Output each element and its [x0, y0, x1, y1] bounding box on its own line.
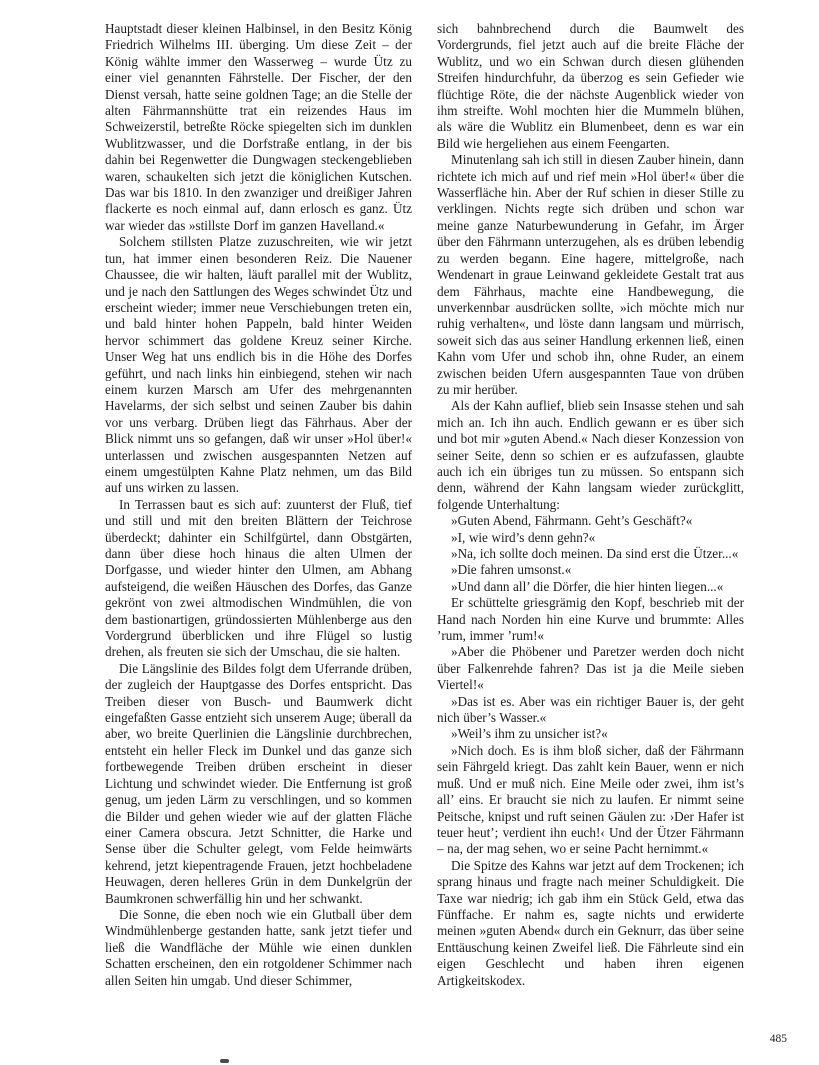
paragraph: »Na, ich sollte doch meinen. Da sind erst die Ützer...«: [451, 546, 739, 561]
paragraph: Die Längslinie des Bildes folgt dem Uferrande drüben, der zugleich der Hauptgasse des Dorfes entspricht. Das Treiben dieser von Busch- und Baumwerk dicht eingefaßten Gasse entzieht sich unserem Auge; überall da aber, wo breite Querlinien die Längslinie durchbrechen, entsteht ein heller Fleck im Dunkel und das ganze sich fortbewegende Treiben drüben erscheint in dieser Lichtung und schwindet wieder. Die Entfernung ist groß genug, um jeden Lärm zu verschlingen, und so kommen die Bilder und gehen wieder wie auf der glatten Fläche einer Camera obscura. Jetzt Schnitter, die Harke und Sense über die Schulter gelegt, vom Felde heimwärts kehrend, jetzt kiepentragende Frauen, jetzt hochbeladene Heuwagen, deren helleres Grün in dem Dunkelgrün der Baumkronen schwerfällig hin und her schwankt.: [105, 660, 412, 906]
text-column-left: [105, 21, 412, 989]
paragraph: sich bahnbrechend durch die Baumwelt des Vordergrunds, fiel jetzt auch auf die breite Fläche der Wublitz, und wo ein Schwan durch diesen glühenden Streifen hindurchfuhr, da überzog es sein Gefieder wie flüchtige Röte, die der nächste Augenblick wieder von ihm streifte. Wohl mochten hier die Mummeln blühen, als wäre die Wublitz ein Blumenbeet, denn es war ein Bild wie hergeliehen aus einem Feengarten.: [437, 21, 744, 151]
paragraph: »Und dann all’ die Dörfer, die hier hinten liegen...«: [451, 578, 724, 594]
paragraph: »Weil’s ihm zu unsicher ist?«: [451, 726, 608, 742]
paragraph: In Terrassen baut es sich auf: zuunterst der Fluß, tief und still und mit den breiten Blättern der Teichrose überdeckt; dahinter ein Schilfgürtel, dann Obstgärten, dann über diese hoch hinaus die alten Ulmen der Dorfgasse, und wieder hinter den Ulmen, am Abhang aufsteigend, die weißen Häuschen des Dorfes, das Ganze gekrönt von zwei altmodischen Windmühlen, die von dem bastionartigen, gründossierten Mühlenberge aus den Vordergrund überblicken und ihre Flügel so lustig drehen, als freuten sie sich der Umschau, die sie halten.: [105, 496, 412, 660]
paragraph: Er schüttelte griesgrämig den Kopf, beschrieb mit der Hand nach Norden hin eine Kurve und brummte: Alles ’rum, immer ’rum!«: [437, 595, 744, 644]
paragraph: Als der Kahn auflief, blieb sein Insasse stehen und sah mich an. Ich ihn auch. Endlich gewann er es über sich und bot mir »guten Abend.« Nach dieser Konzession von seiner Seite, denn so schien er es aufzufassen, glaubte auch ich ein übriges tun zu müssen. So entspann sich denn, während der Kahn langsam wieder zurückglitt, folgende Unterhaltung:: [437, 398, 744, 512]
text-column-right: [437, 21, 744, 989]
paragraph: »Aber die Phöbener und Paretzer werden doch nicht über Falkenrehde fahren? Das ist ja die Meile sieben Viertel!«: [437, 644, 744, 693]
paragraph: Die Sonne, die eben noch wie ein Glutball über dem Windmühlenberge gestanden hatte, sank jetzt tiefer und ließ die Wandfläche der Mühle wie einen dunklen Schatten erscheinen, den ein rotgoldener Schimmer nach allen Seiten hin umgab. Und dieser Schimmer,: [105, 906, 412, 988]
text-columns: [105, 21, 744, 989]
paragraph: Hauptstadt dieser kleinen Halbinsel, in den Besitz König Friedrich Wilhelms III. überging. Um diese Zeit – der König wählte immer den Wasserweg – wurde Ütz zu einer viel genannten Fährstelle. Der Fischer, der den Dienst versah, hatte seine goldnen Tage; an die Stelle der alten Fährmannshütte trat ein reizendes Haus im Schweizerstil, betreßte Röcke spiegelten sich im dunklen Wublitzwasser, und die Dorfstraße entlang, in der bis dahin bei Regenwetter die Dungwagen steckengeblieben waren, schaukelten sich jetzt die königlichen Kutschen. Das war bis 1810. In den zwanziger und dreißiger Jahren flackerte es noch einmal auf, dann erlosch es ganz. Ütz war wieder das »stillste Dorf im ganzen Havelland.«: [105, 21, 412, 233]
paragraph: Minutenlang sah ich still in diesen Zauber hinein, dann richtete ich mich auf und rief mein »Hol über!« über die Wasserfläche hin. Aber der Ruf schien in dieser Stille zu verklingen. Nichts regte sich drüben und schon war meine ganze Naturbewunderung in Gefahr, im Ärger über den Fährmann unterzugehen, als es drüben lebendig zu werden begann. Eine hagere, mittelgroße, nach Wendenart in graue Leinwand gekleidete Gestalt trat aus dem Fährhaus, machte eine Handbewegung, die unverkennbar ausdrücken sollte, »ich möchte mich nur ruhig verhalten«, und löste dann langsam und mürrisch, soweit sich das aus seiner Handlung erkennen ließ, einen Kahn vom Ufer und schob ihn, ohne Ruder, an einem zwischen beiden Ufern ausgespannten Taue von drüben zu mir herüber.: [437, 152, 744, 397]
paragraph: »Guten Abend, Fährmann. Geht’s Geschäft?«: [451, 513, 693, 529]
paragraph: »Nich doch. Es is ihm bloß sicher, daß der Fährmann sein Fährgeld kriegt. Das zahlt kein Bauer, wenn er nich muß. Und er muß nich. Eine Meile oder zwei, ihm ist’s all’ eins. Er braucht sie nich zu laufen. Er nimmt seine Peitsche, knipst und ruft seinen Gäulen zu: ›Der Hafer ist teuer heut’; verdient ihn euch!‹ Und der Ützer Fährmann – na, der mag sehen, wo er seine Pacht hernimmt.«: [437, 742, 744, 857]
paragraph: »Die fahren umsonst.«: [451, 562, 572, 578]
paragraph: »I, wie wird’s denn gehn?«: [451, 529, 596, 545]
scan-artifact: [220, 1059, 229, 1063]
paragraph: »Das ist es. Aber was ein richtiger Bauer is, der geht nich über’s Wasser.«: [437, 693, 744, 726]
paragraph: Die Spitze des Kahns war jetzt auf dem Trockenen; ich sprang hinaus und fragte nach meiner Schuldigkeit. Die Taxe war niedrig; ich gab ihm ein Stück Geld, etwa das Fünffache. Er nahm es, sagte nichts und erwiderte meinen »guten Abend« durch ein Geknurr, das über seine Enttäuschung keinen Zweifel ließ. Die Fährleute sind ein eigen Geschlecht und haben ihren eigenen Artigkeitskodex.: [437, 857, 744, 988]
paragraph: Solchem stillsten Platze zuzuschreiten, wie wir jetzt tun, hat immer einen besonderen Reiz. Die Nauener Chaussee, die wir halten, läuft parallel mit der Wublitz, und je nach den Sattlungen des Weges schwindet Ütz und erscheint wieder; immer neue Verschiebungen treten ein, und bald hinter hohen Pappeln, bald hinter Weiden hervor schimmert das goldene Kreuz seiner Kirche. Unser Weg hat uns endlich bis in die Höhe des Dorfes geführt, und nach links hin einbiegend, stehen wir nach einem kurzen Marsch am Ufer des mehrgenannten Havelarms, der sich selbst und seinen Zauber bis dahin vor uns verbarg. Drüben liegt das Fährhaus. Aber der Blick nimmt uns so gefangen, daß wir unser »Hol über!« unterlassen und zwischen ausgespannten Netzen auf einem umgestülpten Kahne Platz nehmen, um das Bild auf uns wirken zu lassen.: [105, 234, 412, 496]
page-number: 485: [769, 1033, 787, 1045]
